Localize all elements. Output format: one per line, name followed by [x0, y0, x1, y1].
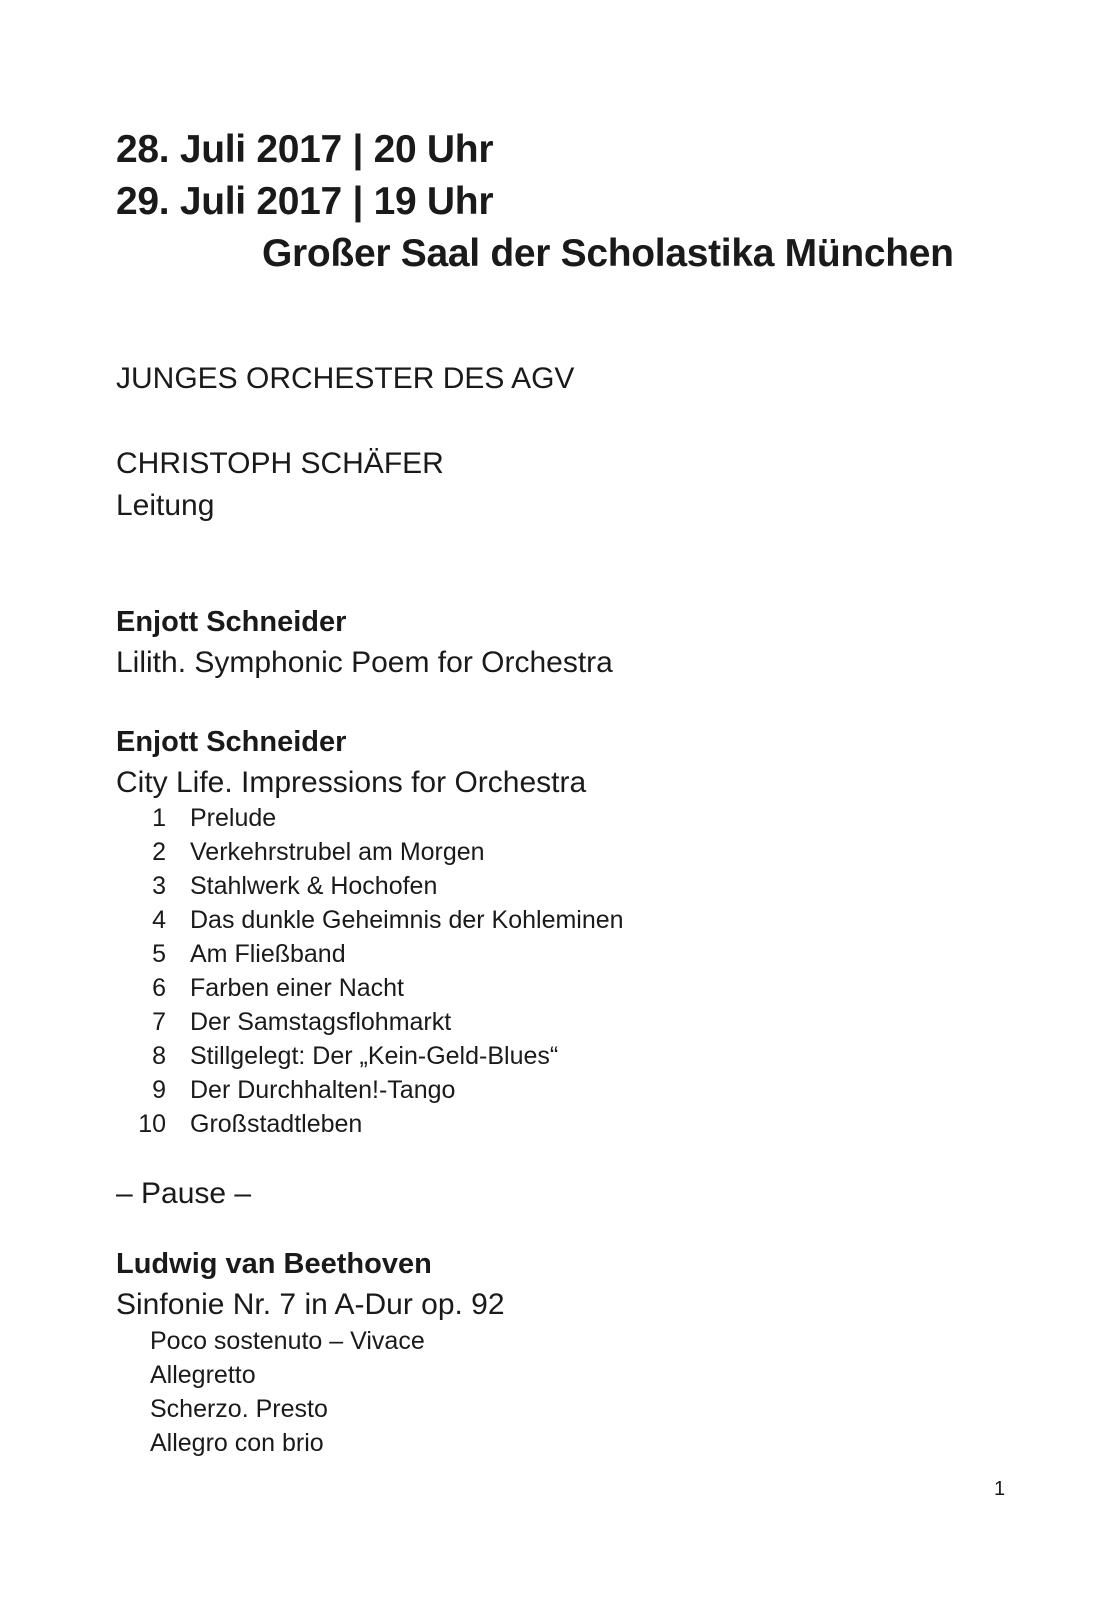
ensemble-name: JUNGES ORCHESTER DES AGV [116, 362, 575, 395]
movement-number: 9 [152, 1076, 166, 1104]
concert-date-2: 29. Juli 2017 | 19 Uhr [116, 180, 494, 223]
composer-3: Ludwig van Beethoven [116, 1248, 432, 1280]
movement-title: Farben einer Nacht [190, 974, 405, 1002]
concert-date-1: 28. Juli 2017 | 20 Uhr [116, 128, 494, 171]
movement-title: Am Fließband [190, 940, 346, 968]
movement-title: Allegretto [150, 1361, 256, 1389]
movement-number: 6 [152, 974, 166, 1002]
movement-number: 3 [152, 872, 166, 900]
movement-title: Stahlwerk & Hochofen [190, 872, 438, 900]
movement-title: Das dunkle Geheimnis der Kohleminen [190, 906, 624, 934]
movement-title: Der Durchhalten!-Tango [190, 1076, 456, 1104]
movement-number: 1 [152, 804, 166, 832]
movement-number: 7 [152, 1008, 166, 1036]
movement-title: Der Samstagsflohmarkt [190, 1008, 452, 1036]
movement-title: Prelude [190, 804, 277, 832]
conductor-name: CHRISTOPH SCHÄFER [116, 447, 444, 480]
movement-title: Verkehrstrubel am Morgen [190, 838, 485, 866]
page-number: 1 [994, 1478, 1006, 1500]
composer-2: Enjott Schneider [116, 726, 347, 758]
intermission: – Pause – [116, 1177, 252, 1210]
work-3: Sinfonie Nr. 7 in A-Dur op. 92 [116, 1288, 505, 1321]
movement-number: 2 [152, 838, 166, 866]
movement-title: Poco sostenuto – Vivace [150, 1327, 425, 1355]
conductor-role: Leitung [116, 489, 215, 522]
movement-title: Allegro con brio [150, 1429, 324, 1457]
movement-title: Stillgelegt: Der „Kein-Geld-Blues“ [190, 1042, 559, 1070]
venue: Großer Saal der Scholastika München [262, 232, 954, 275]
movement-title: Großstadtleben [190, 1110, 363, 1138]
movement-number: 8 [152, 1042, 166, 1070]
movement-number: 10 [138, 1110, 166, 1138]
movement-number: 5 [152, 940, 166, 968]
composer-1: Enjott Schneider [116, 606, 347, 638]
work-2: City Life. Impressions for Orchestra [116, 766, 587, 799]
movement-number: 4 [152, 906, 166, 934]
movement-title: Scherzo. Presto [150, 1395, 328, 1423]
work-1: Lilith. Symphonic Poem for Orchestra [116, 646, 613, 679]
